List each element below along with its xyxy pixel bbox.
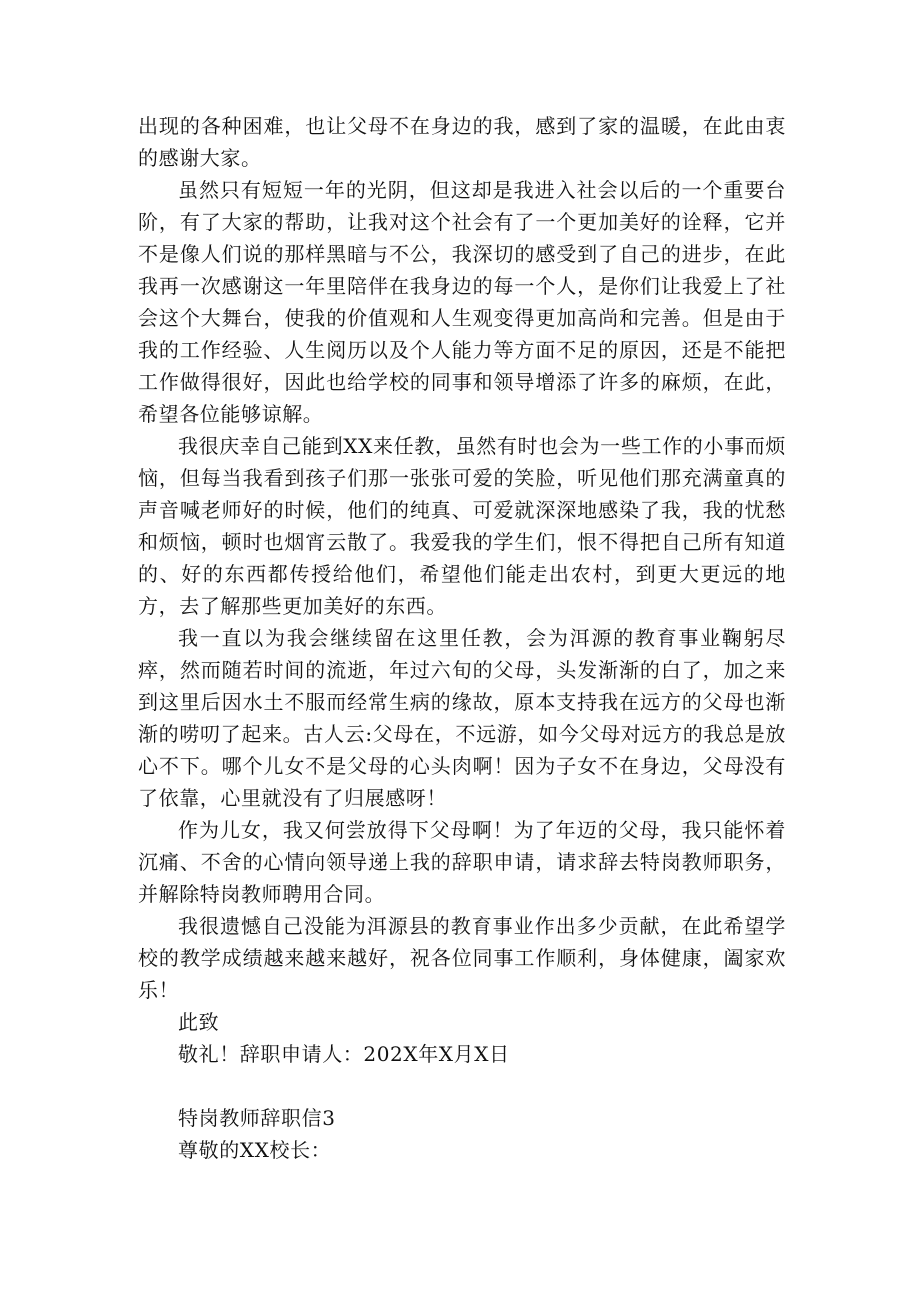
- next-letter-salutation: 尊敬的XX校长：: [178, 1138, 332, 1162]
- document-page: [138, 110, 786, 1166]
- signature-line: 敬礼！辞职申请人：202X年X月X日: [178, 1042, 510, 1066]
- paragraph-wishes: 我很遗憾自己没能为洱源县的教育事业作出多少贡献，在此希望学校的教学成绩越来越来越好，祝各位同事工作顺利，身体健康，阖家欢乐！: [138, 914, 786, 1002]
- paragraph-parents-reason: 我一直以为我会继续留在这里任教，会为洱源的教育事业鞠躬尽瘁，然而随若时间的流逝，年过六旬的父母，头发渐渐的白了，加之来到这里后因水土不服而经常生病的缘故，原本支持我在远方的父母也渐渐的唠叨了起来。古人云:父母在，不远游，如今父母对远方的我总是放心不下。哪个儿女不是父母的心头肉啊！因为子女不在身边，父母没有了依靠，心里就没有了归展感呀！: [138, 626, 786, 810]
- blank-spacer: [138, 1070, 786, 1102]
- closing-line: 此致: [178, 1010, 220, 1034]
- paragraph-gratitude: 虽然只有短短一年的光阴，但这却是我进入社会以后的一个重要台阶，有了大家的帮助，让我对这个社会有了一个更加美好的诠释，它并不是像人们说的那样黑暗与不公，我深切的感受到了自己的进步，在此我再一次感谢这一年里陪伴在我身边的每一个人，是你们让我爱上了社会这个大舞台，使我的价值观和人生观变得更加高尚和完善。但是由于我的工作经验、人生阅历以及个人能力等方面不足的原因，还是不能把工作做得很好，因此也给学校的同事和领导增添了许多的麻烦，在此，希望各位能够谅解。: [138, 178, 786, 426]
- paragraph-continuation: 出现的各种困难，也让父母不在身边的我，感到了家的温暖，在此由衷的感谢大家。: [138, 114, 786, 170]
- paragraph-resignation-request: 作为儿女，我又何尝放得下父母啊！为了年迈的父母，我只能怀着沉痛、不舍的心情向领导递上我的辞职申请，请求辞去特岗教师职务，并解除特岗教师聘用合同。: [138, 818, 786, 906]
- paragraph-teaching-joy: 我很庆幸自己能到XX来任教，虽然有时也会为一些工作的小事而烦恼，但每当我看到孩子们那一张张可爱的笑脸，听见他们那充满童真的声音喊老师好的时候，他们的纯真、可爱就深深地感染了我，我的忧愁和烦恼，顿时也烟宵云散了。我爱我的学生们，恨不得把自己所有知道的、好的东西都传授给他们，希望他们能走出农村，到更大更远的地方，去了解那些更加美好的东西。: [138, 434, 786, 618]
- next-letter-title: 特岗教师辞职信3: [178, 1106, 336, 1130]
